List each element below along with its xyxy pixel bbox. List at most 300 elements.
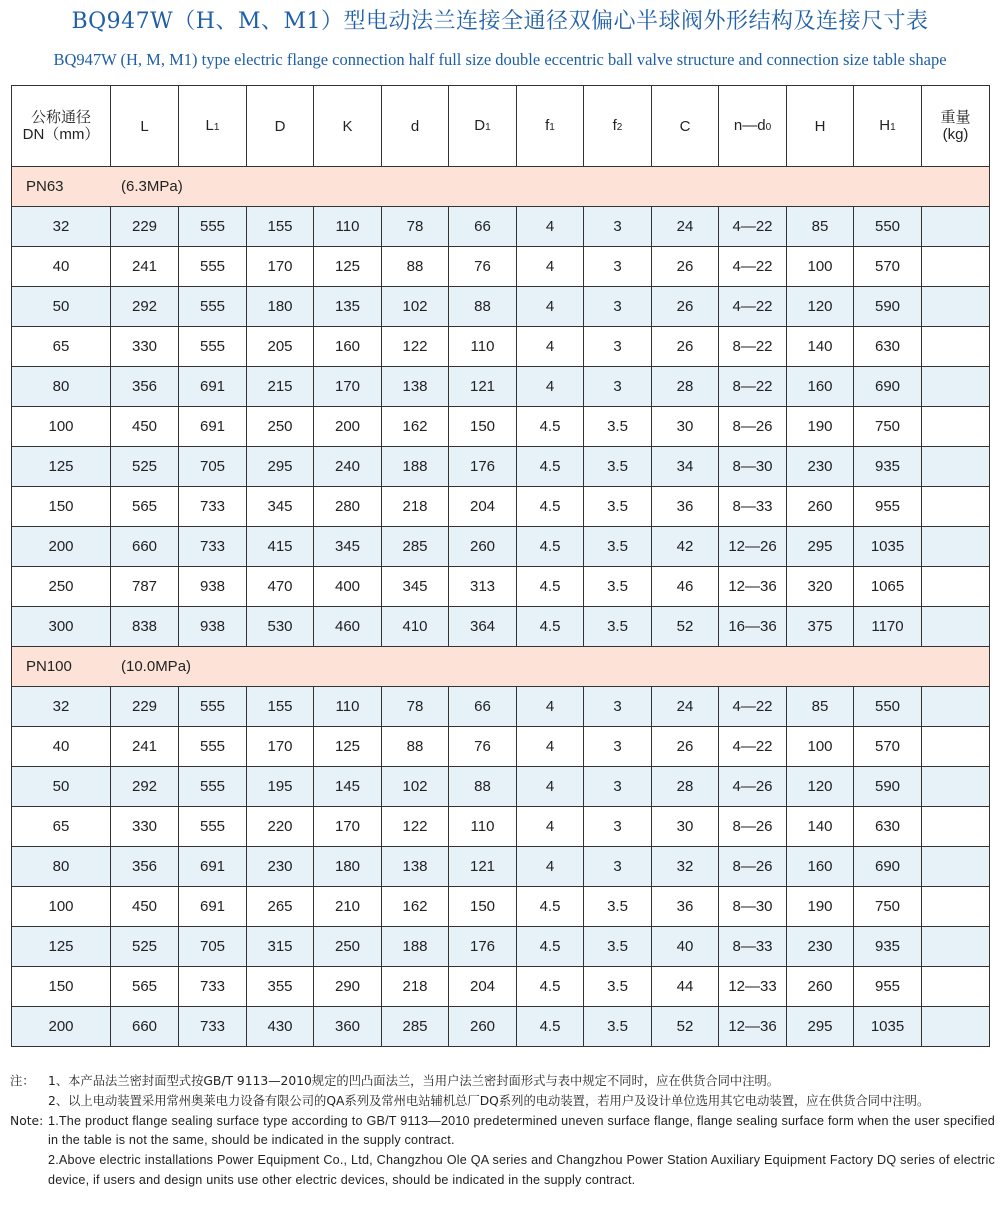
cell-n-d0: 12—36 [719, 1007, 787, 1047]
cell-n-d0: 12—33 [719, 967, 787, 1007]
cell-h: 160 [787, 367, 854, 407]
cell-f1: 4.5 [517, 927, 584, 967]
cell-d1: 66 [449, 207, 517, 247]
cell-d1: 66 [449, 687, 517, 727]
cell-l: 787 [111, 567, 179, 607]
cell-n-d0: 8—30 [719, 887, 787, 927]
table-row [12, 887, 990, 927]
cell-c: 36 [652, 887, 719, 927]
section-pn: PN63 [26, 178, 64, 195]
cell-n-d0: 8—33 [719, 927, 787, 967]
cell-d-bore: 88 [382, 727, 449, 767]
cell-h1: 630 [854, 327, 922, 367]
cell-d-bore: 102 [382, 767, 449, 807]
cell-d-bore: 410 [382, 607, 449, 647]
cell-d1: 176 [449, 447, 517, 487]
cell-f2: 3.5 [584, 1007, 652, 1047]
cell-h1: 1170 [854, 607, 922, 647]
page-title: BQ947W（H、M、M1）型电动法兰连接全通径双偏心半球阀外形结构及连接尺寸表 [71, 9, 929, 34]
cell-d1: 88 [449, 767, 517, 807]
cell-d-outer: 180 [247, 287, 314, 327]
cell-d-bore: 122 [382, 327, 449, 367]
cell-h1: 935 [854, 927, 922, 967]
cell-weight [922, 927, 990, 967]
note-cn-2 [10, 1092, 995, 1112]
cell-h1: 1035 [854, 527, 922, 567]
header-l: L [111, 86, 179, 167]
cell-l: 565 [111, 967, 179, 1007]
cell-f1: 4 [517, 207, 584, 247]
cell-n-d0: 4—22 [719, 247, 787, 287]
cell-d1: 110 [449, 807, 517, 847]
cell-k: 200 [314, 407, 382, 447]
cell-d-outer: 415 [247, 527, 314, 567]
cell-d-outer: 155 [247, 207, 314, 247]
table-row [12, 927, 990, 967]
cell-f1: 4 [517, 327, 584, 367]
cell-c: 40 [652, 927, 719, 967]
cell-weight [922, 807, 990, 847]
cell-weight [922, 447, 990, 487]
cell-h: 375 [787, 607, 854, 647]
cell-f2: 3 [584, 287, 652, 327]
table-row [12, 367, 990, 407]
cell-k: 460 [314, 607, 382, 647]
cell-d-bore: 285 [382, 1007, 449, 1047]
cell-h: 260 [787, 487, 854, 527]
cell-h1: 935 [854, 447, 922, 487]
cell-weight [922, 527, 990, 567]
cell-d-outer: 250 [247, 407, 314, 447]
section-pressure: (6.3MPa) [121, 178, 183, 195]
cell-k: 125 [314, 727, 382, 767]
cell-d-bore: 138 [382, 847, 449, 887]
table-row [12, 847, 990, 887]
cell-dn: 300 [12, 607, 111, 647]
cell-f2: 3.5 [584, 407, 652, 447]
cell-weight [922, 207, 990, 247]
cell-c: 28 [652, 367, 719, 407]
cell-h: 140 [787, 807, 854, 847]
cell-h: 100 [787, 247, 854, 287]
header-weight-cn: 重量 [940, 109, 971, 126]
cell-dn: 32 [12, 207, 111, 247]
cell-n-d0: 8—26 [719, 847, 787, 887]
cell-f1: 4 [517, 847, 584, 887]
cell-l1: 691 [179, 847, 247, 887]
cell-d1: 121 [449, 367, 517, 407]
cell-l1: 733 [179, 487, 247, 527]
cell-l1: 555 [179, 287, 247, 327]
cell-l: 660 [111, 1007, 179, 1047]
cell-n-d0: 8—26 [719, 407, 787, 447]
section-header [12, 167, 990, 207]
cell-k: 110 [314, 207, 382, 247]
cell-d1: 313 [449, 567, 517, 607]
cell-n-d0: 16—36 [719, 607, 787, 647]
cell-d1: 150 [449, 407, 517, 447]
section-header-row [12, 647, 990, 687]
table-row [12, 1007, 990, 1047]
cell-f2: 3 [584, 767, 652, 807]
section-pn: PN100 [26, 658, 72, 675]
cell-l: 565 [111, 487, 179, 527]
cell-d-outer: 295 [247, 447, 314, 487]
cell-n-d0: 4—22 [719, 287, 787, 327]
cell-dn: 125 [12, 447, 111, 487]
cell-dn: 50 [12, 767, 111, 807]
header-dn [12, 86, 111, 167]
cell-f2: 3.5 [584, 927, 652, 967]
cell-l1: 938 [179, 567, 247, 607]
header-h: H [787, 86, 854, 167]
cell-l1: 555 [179, 247, 247, 287]
table-row [12, 767, 990, 807]
cell-d1: 88 [449, 287, 517, 327]
cell-c: 36 [652, 487, 719, 527]
cell-c: 32 [652, 847, 719, 887]
cell-weight [922, 567, 990, 607]
cell-l1: 555 [179, 807, 247, 847]
cell-c: 28 [652, 767, 719, 807]
cell-l: 241 [111, 727, 179, 767]
cell-d-outer: 215 [247, 367, 314, 407]
cell-k: 135 [314, 287, 382, 327]
cell-c: 30 [652, 807, 719, 847]
cell-d-outer: 315 [247, 927, 314, 967]
cell-h1: 690 [854, 367, 922, 407]
cell-dn: 250 [12, 567, 111, 607]
cell-d-outer: 355 [247, 967, 314, 1007]
table-body [12, 167, 990, 1047]
cell-h1: 690 [854, 847, 922, 887]
cell-d-outer: 170 [247, 247, 314, 287]
cell-f2: 3.5 [584, 487, 652, 527]
cell-k: 345 [314, 527, 382, 567]
cell-d-outer: 265 [247, 887, 314, 927]
cell-weight [922, 407, 990, 447]
cell-d1: 76 [449, 247, 517, 287]
cell-l: 450 [111, 407, 179, 447]
header-f1: f1 [517, 86, 584, 167]
cell-f2: 3 [584, 807, 652, 847]
cell-k: 280 [314, 487, 382, 527]
cell-h1: 550 [854, 207, 922, 247]
cell-l1: 733 [179, 1007, 247, 1047]
cell-d-bore: 345 [382, 567, 449, 607]
cell-f1: 4.5 [517, 1007, 584, 1047]
cell-l: 292 [111, 287, 179, 327]
cell-n-d0: 4—22 [719, 207, 787, 247]
cell-f1: 4.5 [517, 607, 584, 647]
cell-l1: 691 [179, 367, 247, 407]
cell-k: 170 [314, 807, 382, 847]
cell-l1: 733 [179, 967, 247, 1007]
cell-dn: 200 [12, 527, 111, 567]
cell-d-bore: 218 [382, 487, 449, 527]
cell-h: 85 [787, 687, 854, 727]
cell-d1: 364 [449, 607, 517, 647]
table-row [12, 487, 990, 527]
cell-d-outer: 345 [247, 487, 314, 527]
cell-f1: 4 [517, 247, 584, 287]
header-f2: f2 [584, 86, 652, 167]
cell-c: 30 [652, 407, 719, 447]
cell-l1: 555 [179, 207, 247, 247]
cell-d-bore: 162 [382, 407, 449, 447]
cell-d1: 204 [449, 487, 517, 527]
cell-f2: 3 [584, 847, 652, 887]
cell-h: 295 [787, 1007, 854, 1047]
cell-n-d0: 8—22 [719, 367, 787, 407]
cell-h: 190 [787, 887, 854, 927]
cell-f2: 3 [584, 727, 652, 767]
cell-l: 660 [111, 527, 179, 567]
cell-h: 140 [787, 327, 854, 367]
cell-weight [922, 287, 990, 327]
cell-f2: 3.5 [584, 447, 652, 487]
cell-d-bore: 102 [382, 287, 449, 327]
cell-f1: 4.5 [517, 967, 584, 1007]
table-row [12, 407, 990, 447]
cell-f1: 4 [517, 807, 584, 847]
cell-k: 240 [314, 447, 382, 487]
cell-dn: 150 [12, 487, 111, 527]
table-row [12, 327, 990, 367]
cell-d1: 76 [449, 727, 517, 767]
cell-dn: 32 [12, 687, 111, 727]
cell-weight [922, 687, 990, 727]
cell-f2: 3 [584, 247, 652, 287]
cell-l1: 705 [179, 447, 247, 487]
cell-f2: 3 [584, 207, 652, 247]
header-d-outer: D [247, 86, 314, 167]
section-header [12, 647, 990, 687]
note-cn-2-text: 2、以上电动装置采用常州奥莱电力设备有限公司的QA系列及常州电站辅机总厂DQ系列的电动装置，若用户及设计单位选用其它电动装置，应在供货合同中注明。 [48, 1093, 930, 1108]
cell-d-outer: 530 [247, 607, 314, 647]
cell-d-outer: 195 [247, 767, 314, 807]
cell-f1: 4 [517, 287, 584, 327]
header-dn-cn: 公称通径 [30, 109, 91, 126]
section-header-row [12, 167, 990, 207]
cell-l: 330 [111, 807, 179, 847]
cell-n-d0: 8—22 [719, 327, 787, 367]
note-en-2-text: 2.Above electric installations Power Equipment Co., Ltd, Changzhou Ole QA series and Changzhou Power Station Auxiliary Equipment Factory DQ series of electric device, if users and design units use other electric devices, should be indicated in the supply contract. [48, 1153, 995, 1187]
cell-d-outer: 155 [247, 687, 314, 727]
cell-weight [922, 367, 990, 407]
note-cn-1-text: 1、本产品法兰密封面型式按GB/T 9113—2010规定的凹凸面法兰，当用户法兰密封面形式与表中规定不同时，应在供货合同中注明。 [48, 1074, 780, 1088]
cell-l: 241 [111, 247, 179, 287]
cell-weight [922, 327, 990, 367]
cell-d-bore: 138 [382, 367, 449, 407]
header-dn-unit: DN（mm） [22, 126, 100, 143]
cell-l1: 555 [179, 727, 247, 767]
cell-f1: 4.5 [517, 447, 584, 487]
cell-d1: 260 [449, 527, 517, 567]
cell-n-d0: 8—26 [719, 807, 787, 847]
cell-n-d0: 12—36 [719, 567, 787, 607]
cell-d-bore: 78 [382, 687, 449, 727]
page-subtitle: BQ947W (H, M, M1) type electric flange connection half full size double eccentric ball valve structure and connection size table shape [53, 50, 947, 69]
cell-d-outer: 230 [247, 847, 314, 887]
cell-d-bore: 88 [382, 247, 449, 287]
cell-k: 170 [314, 367, 382, 407]
cell-dn: 40 [12, 247, 111, 287]
cell-h1: 590 [854, 767, 922, 807]
cell-h1: 750 [854, 407, 922, 447]
cell-k: 110 [314, 687, 382, 727]
cell-l: 292 [111, 767, 179, 807]
header-h1: H1 [854, 86, 922, 167]
cell-f1: 4.5 [517, 527, 584, 567]
cell-n-d0: 12—26 [719, 527, 787, 567]
cell-f2: 3 [584, 367, 652, 407]
cell-h1: 630 [854, 807, 922, 847]
header-l1: L1 [179, 86, 247, 167]
header-weight-unit: (kg) [942, 126, 969, 143]
cell-dn: 80 [12, 367, 111, 407]
cell-c: 24 [652, 207, 719, 247]
cell-h: 295 [787, 527, 854, 567]
cell-dn: 65 [12, 807, 111, 847]
cell-d-outer: 220 [247, 807, 314, 847]
cell-f1: 4 [517, 367, 584, 407]
cell-k: 145 [314, 767, 382, 807]
cell-weight [922, 967, 990, 1007]
note-en-label: Note: [10, 1113, 44, 1128]
cell-c: 26 [652, 247, 719, 287]
cell-weight [922, 887, 990, 927]
table-row [12, 447, 990, 487]
cell-d1: 121 [449, 847, 517, 887]
cell-dn: 65 [12, 327, 111, 367]
cell-h1: 750 [854, 887, 922, 927]
cell-l1: 691 [179, 407, 247, 447]
cell-c: 44 [652, 967, 719, 1007]
cell-dn: 150 [12, 967, 111, 1007]
cell-h1: 550 [854, 687, 922, 727]
cell-f2: 3.5 [584, 607, 652, 647]
cell-f1: 4.5 [517, 887, 584, 927]
cell-k: 290 [314, 967, 382, 1007]
cell-d1: 110 [449, 327, 517, 367]
cell-dn: 100 [12, 887, 111, 927]
cell-c: 26 [652, 727, 719, 767]
cell-d1: 150 [449, 887, 517, 927]
cell-l: 525 [111, 927, 179, 967]
cell-l1: 555 [179, 327, 247, 367]
cell-c: 52 [652, 1007, 719, 1047]
cell-k: 400 [314, 567, 382, 607]
table-row [12, 527, 990, 567]
table-row [12, 567, 990, 607]
cell-n-d0: 4—22 [719, 727, 787, 767]
cell-l1: 705 [179, 927, 247, 967]
cell-weight [922, 767, 990, 807]
cell-weight [922, 487, 990, 527]
cell-f2: 3 [584, 327, 652, 367]
cell-n-d0: 8—33 [719, 487, 787, 527]
table-row [12, 807, 990, 847]
cell-d1: 204 [449, 967, 517, 1007]
cell-d-bore: 122 [382, 807, 449, 847]
note-en-1-text: 1.The product flange sealing surface type according to GB/T 9113—2010 predetermined uneven surface flange, flange sealing surface form when the user specified in the table is not the same, should be indicated in the supply contract. [48, 1113, 995, 1148]
cell-n-d0: 4—22 [719, 687, 787, 727]
header-weight [922, 86, 990, 167]
cell-d1: 260 [449, 1007, 517, 1047]
cell-l: 525 [111, 447, 179, 487]
cell-l1: 733 [179, 527, 247, 567]
cell-weight [922, 247, 990, 287]
cell-dn: 80 [12, 847, 111, 887]
cell-h: 320 [787, 567, 854, 607]
section-pressure: (10.0MPa) [121, 658, 192, 675]
table-row [12, 687, 990, 727]
cell-h: 100 [787, 727, 854, 767]
cell-d-outer: 470 [247, 567, 314, 607]
cell-h: 230 [787, 447, 854, 487]
cell-c: 34 [652, 447, 719, 487]
header-c: C [652, 86, 719, 167]
cell-l: 229 [111, 207, 179, 247]
cell-dn: 125 [12, 927, 111, 967]
cell-h1: 570 [854, 247, 922, 287]
note-cn-1 [10, 1072, 995, 1092]
cell-c: 42 [652, 527, 719, 567]
table-row [12, 207, 990, 247]
table-row [12, 247, 990, 287]
cell-f2: 3 [584, 687, 652, 727]
cell-k: 360 [314, 1007, 382, 1047]
dimension-table [11, 85, 990, 1047]
cell-dn: 40 [12, 727, 111, 767]
cell-d-bore: 285 [382, 527, 449, 567]
cell-h1: 955 [854, 967, 922, 1007]
cell-l1: 938 [179, 607, 247, 647]
cell-l: 229 [111, 687, 179, 727]
cell-h1: 1035 [854, 1007, 922, 1047]
cell-d-bore: 78 [382, 207, 449, 247]
cell-k: 160 [314, 327, 382, 367]
cell-k: 250 [314, 927, 382, 967]
cell-h: 260 [787, 967, 854, 1007]
cell-weight [922, 1007, 990, 1047]
table-row [12, 727, 990, 767]
cell-f2: 3.5 [584, 887, 652, 927]
cell-d-bore: 162 [382, 887, 449, 927]
cell-n-d0: 4—26 [719, 767, 787, 807]
cell-f2: 3.5 [584, 567, 652, 607]
cell-h1: 1065 [854, 567, 922, 607]
cell-weight [922, 607, 990, 647]
cell-l: 356 [111, 367, 179, 407]
header-d-bore: d [382, 86, 449, 167]
notes [10, 1072, 995, 1191]
cell-k: 210 [314, 887, 382, 927]
cell-d-bore: 188 [382, 927, 449, 967]
cell-weight [922, 727, 990, 767]
cell-l: 356 [111, 847, 179, 887]
cell-l1: 555 [179, 767, 247, 807]
cell-h: 230 [787, 927, 854, 967]
cell-h: 190 [787, 407, 854, 447]
cell-d-outer: 170 [247, 727, 314, 767]
table-row [12, 607, 990, 647]
cell-k: 180 [314, 847, 382, 887]
table-row [12, 287, 990, 327]
note-cn-label: 注： [10, 1074, 35, 1088]
cell-weight [922, 847, 990, 887]
